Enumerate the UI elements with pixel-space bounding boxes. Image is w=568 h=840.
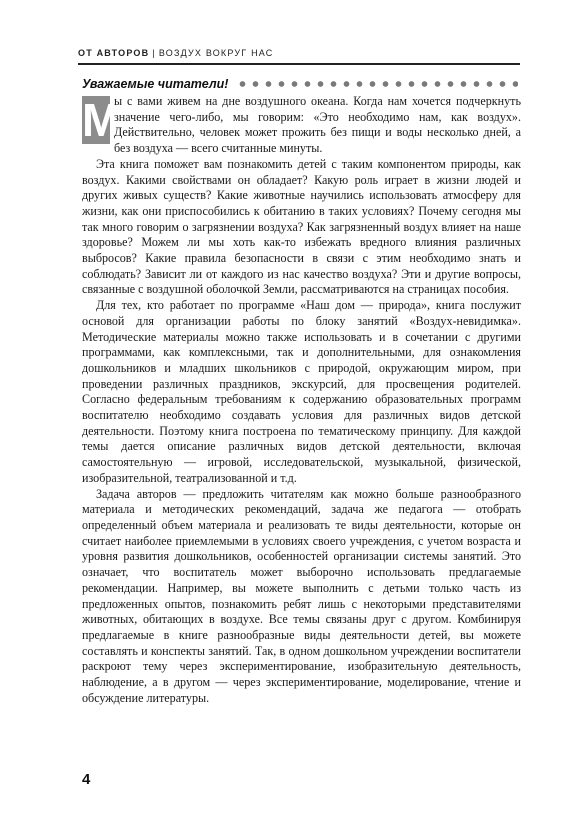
paragraph-1-text: ы с вами живем на дне воздушного океана. Когда нам хочется подчеркнуть значение чего-либо, мы говорим: «Это необходимо нам, как воздух». Действительно, человек может прожить без пищи и воды несколько дней, а без воздуха — всего считанные минуты. <box>114 94 521 156</box>
header-chapter: ВОЗДУХ ВОКРУГ НАС <box>158 48 274 58</box>
header-rule <box>78 63 520 65</box>
header-separator: | <box>152 48 156 58</box>
paragraph-2: Эта книга поможет вам познакомить детей с таким компонентом природы, как воздух. Какими свойствами он обладает? Какую роль играет в жизни людей и других живых существ? Какие животные научились использовать атмосферу для жизни, как они приспособились к обитанию в таких условиях? Почему сегодня мы так много говорим о загрязнении воздуха? Как загрязненный воздух влияет на наше здоровье? Можем ли мы хоть как-то избежать вредного влияния различных выбросов? Какие правила безопасности в связи с этим необходимо знать и соблюдать? Зависит ли от каждого из нас качество воздуха? Эти и другие вопросы, связанные с воздушной оболочкой Земли, рассматриваются на страницах пособия. <box>82 156 521 297</box>
body-text <box>82 94 521 706</box>
paragraph-4: Задача авторов — предложить читателям как можно больше разнообразного материала и методических рекомендаций, задача же педагога — отобрать определенный объем материала и реализовать те виды деятельности, которые он считает наиболее приемлемыми в условиях своего учреждения, с учетом возраста и уровня развития дошкольников, особенностей организации системы занятий. Это означает, что воспитатель может выборочно использовать предлагаемые рекомендации. Например, вы можете выполнить с детьми только часть из предложенных опытов, познакомить ребят лишь с некоторыми представителями животных, обитающих в воздухе. Все темы связаны друг с другом. Комбинируя предлагаемые в книге разнообразные виды деятельности детей, вы можете составлять и конспекты занятий. Так, в одном дошкольном учреждении воспитатели раскроют тему через экспериментирование, изобразительную деятельность, наблюдение, а в другом — через экспериментирование, моделирование, чтение и обсуждение литературы. <box>82 486 521 705</box>
paragraph-1 <box>82 94 521 157</box>
running-header <box>78 48 514 58</box>
section-title: Уважаемые читатели! <box>82 77 229 91</box>
paragraph-3: Для тех, кто работает по программе «Наш дом — природа», книга послужит основой для организации работы по блоку занятий «Воздух-невидимка». Методические материалы можно также использовать и в сочетании с другими программами, как комплексными, так и дополнительными, для ознакомления дошкольников и младших школьников с природой, окружающим миром, при проведении различных праздников, экскурсий, для просвещения родителей. Согласно федеральным требованиям к содержанию образовательных программ воспитателю необходимо создавать условия для различных видов детской деятельности. Поэтому книга построена по тематическому принципу. Для каждой темы дается описание различных видов детской деятельности, включая самостоятельную — игровой, исследовательской, музыкальной, физической, изобразительной, театрализованной и т.д. <box>82 298 521 485</box>
title-row <box>82 75 518 93</box>
dotted-leader <box>236 80 518 88</box>
header-section: ОТ АВТОРОВ <box>78 48 150 58</box>
page-number: 4 <box>82 771 91 788</box>
dropcap: М <box>82 94 121 146</box>
